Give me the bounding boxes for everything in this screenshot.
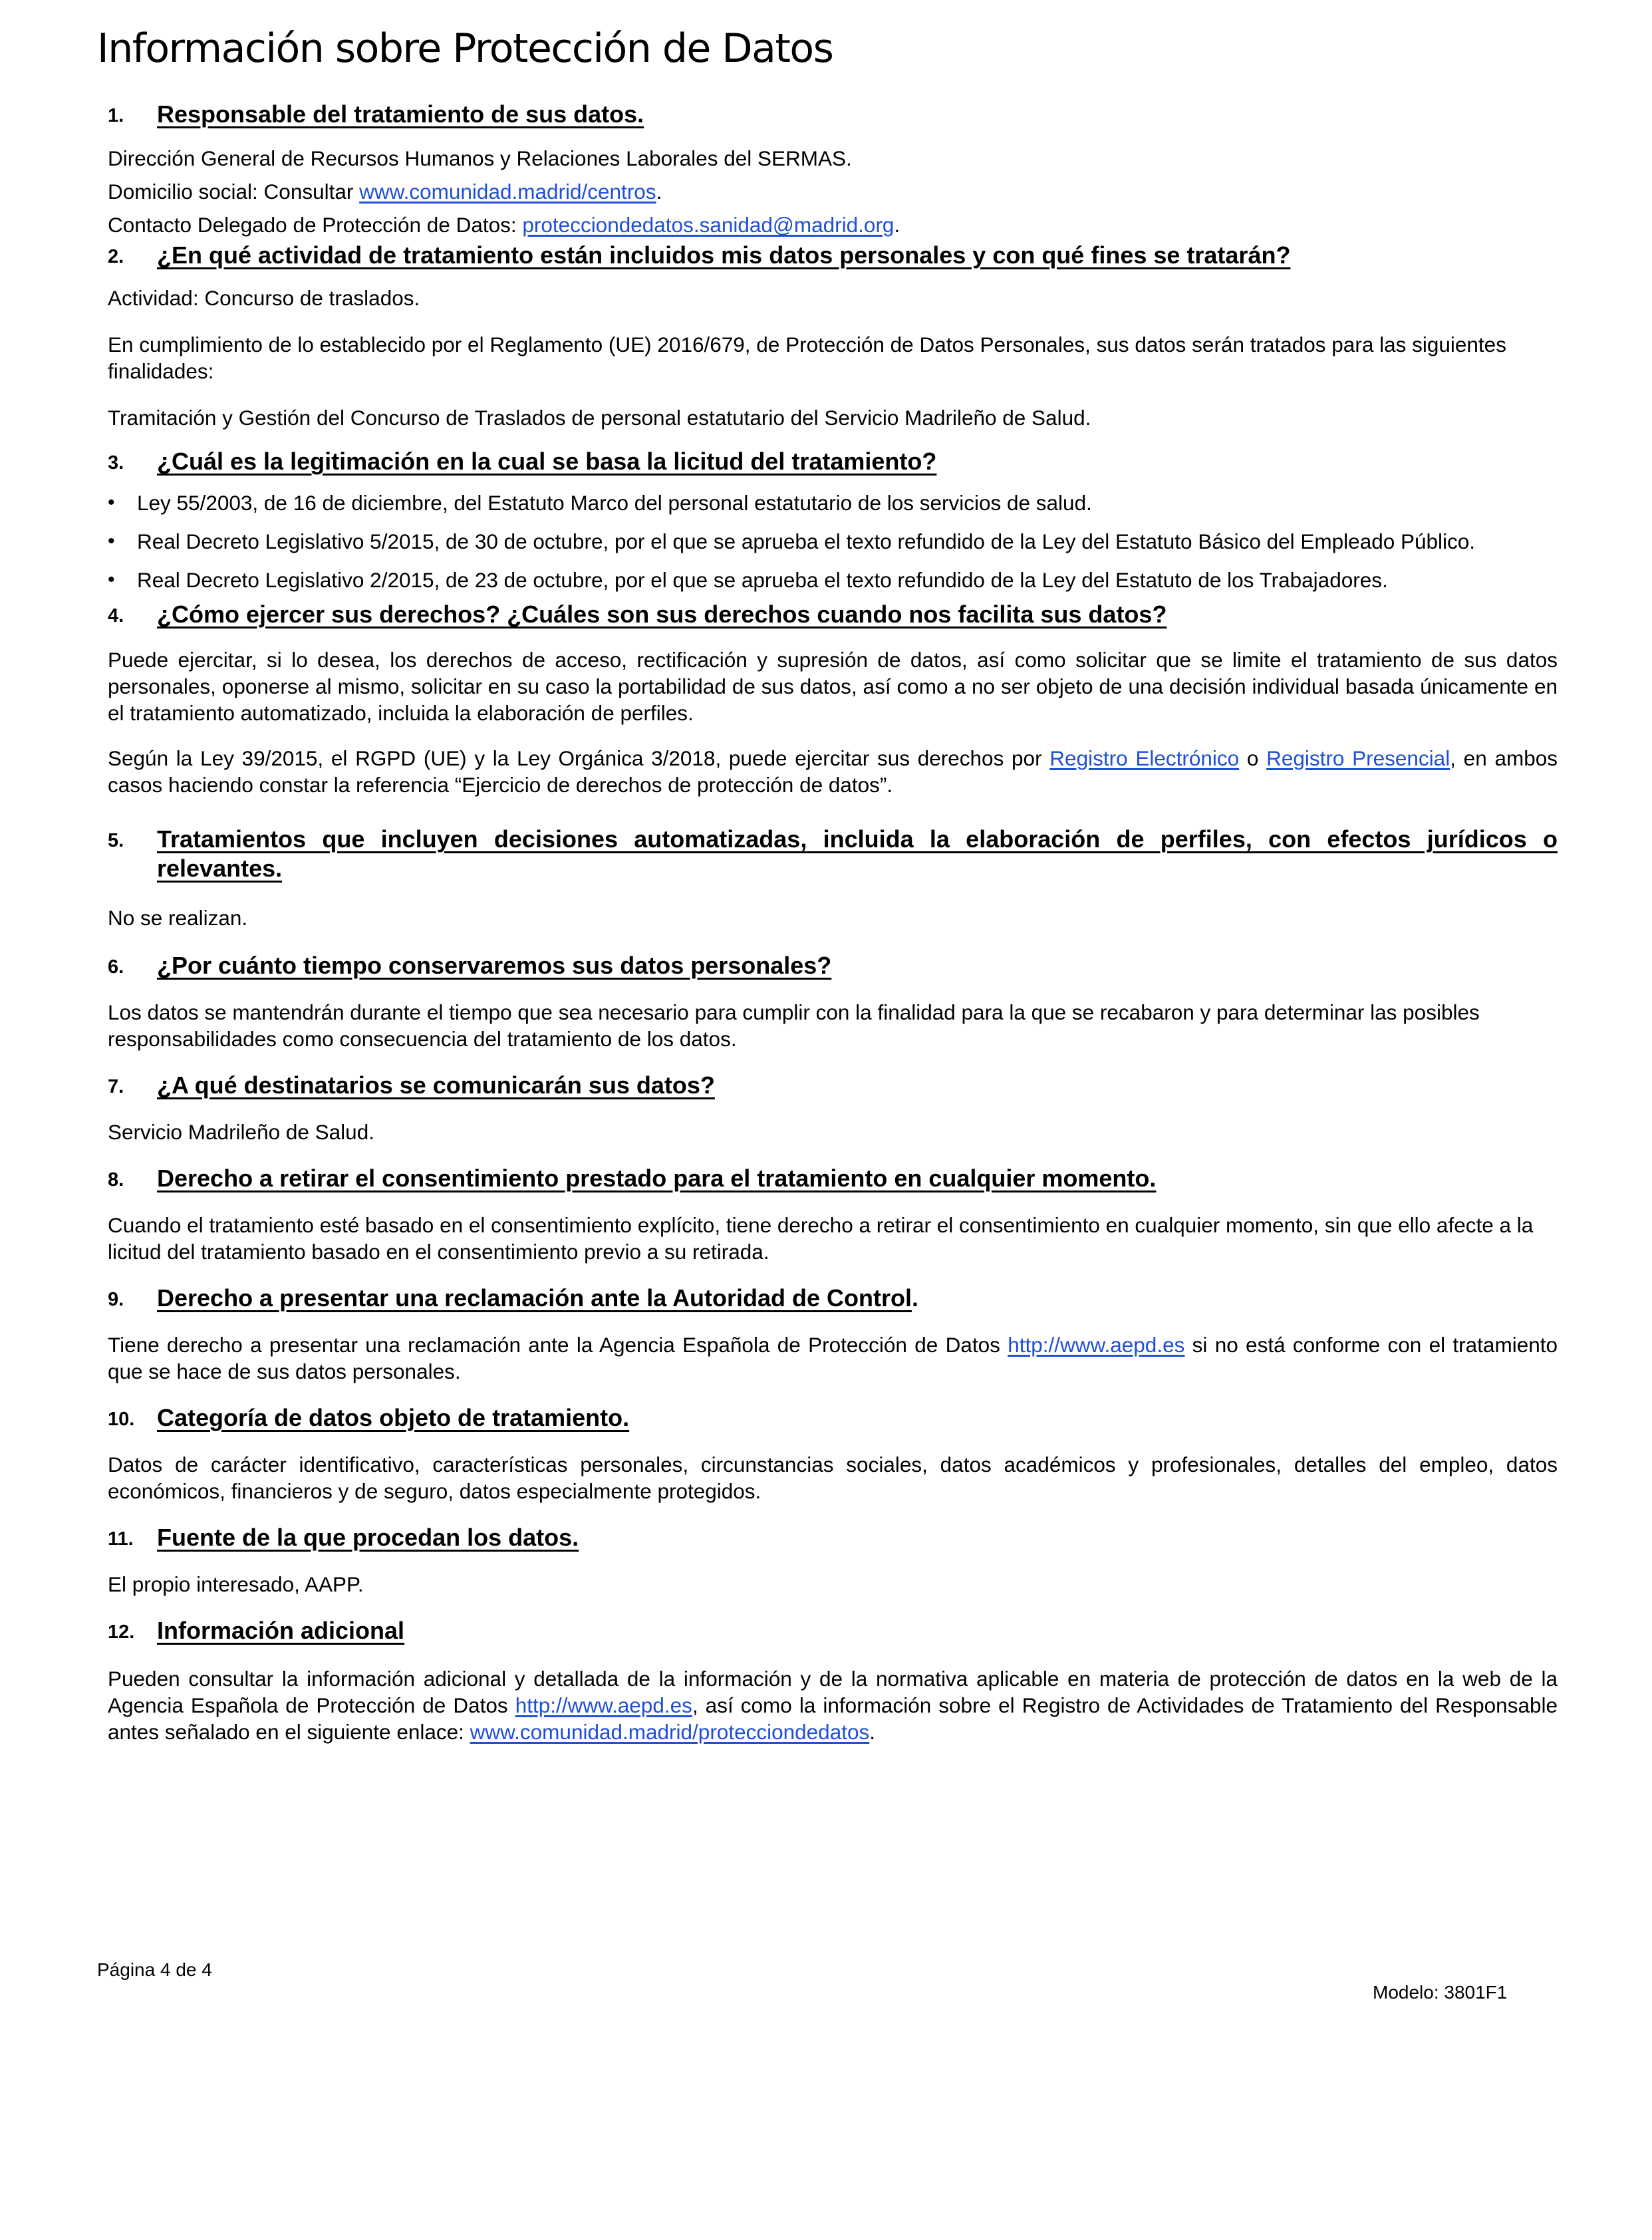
rights-exercise-text: Según la Ley 39/2015, el RGPD (UE) y la Ley Orgánica 3/2018, puede ejercitar sus derechos por Registro Electrónico o Registro Presencial, en ambos casos haciendo constar la referencia “Ejercicio de derechos de protección de datos”. [108, 746, 1558, 797]
section-2-heading [108, 241, 1558, 271]
data-source-text: El propio interesado, AAPP. [108, 1572, 364, 1596]
section-9-heading: 9. Derecho a presentar una reclamación ante la Autoridad de Control. [108, 1284, 1558, 1314]
model-code: Modelo: 3801F1 [1373, 1982, 1508, 2003]
section-title: ¿En qué actividad de tratamiento están incluidos mis datos personales y con qué fines se tratarán? [157, 241, 1291, 269]
section-title: ¿Por cuánto tiempo conservaremos sus datos personales? [157, 952, 832, 979]
section-number: 10. [108, 1409, 135, 1430]
legal-basis-list [108, 490, 1558, 593]
section-5-heading [108, 825, 1558, 883]
activity-text: Actividad: Concurso de traslados. [108, 286, 420, 310]
list-item: • Real Decreto Legislativo 2/2015, de 23 de octubre, por el que se aprueba el texto refundido de la Ley del Estatuto de los Trabajadores. [108, 568, 1388, 592]
section-title: ¿Cómo ejercer sus derechos? ¿Cuáles son sus derechos cuando nos facilita sus datos? [157, 601, 1167, 628]
bullet-icon: • [108, 569, 115, 591]
section-number: 11. [108, 1528, 134, 1550]
section-number: 6. [108, 956, 124, 978]
rights-text: Puede ejercitar, si lo desea, los derechos de acceso, rectificación y supresión de datos, así como solicitar que se limite el tratamiento de sus datos personales, oponerse al mismo, solicitar en su caso la portabilidad de sus datos, así como a no ser objeto de una decisión individual basada únicamente en el tratamiento automatizado, incluida la elaboración de perfiles. [108, 648, 1558, 725]
automated-decisions-text: No se realizan. [108, 906, 248, 930]
bullet-icon: • [108, 491, 115, 513]
purpose-text: Tramitación y Gestión del Concurso de Traslados de personal estatutario del Servicio Madrileño de Salud. [108, 406, 1091, 430]
section-title: Responsable del tratamiento de sus datos. [157, 100, 644, 128]
section-number: 7. [108, 1076, 124, 1097]
page-number: Página 4 de 4 [97, 1959, 212, 1980]
recipients-text: Servicio Madrileño de Salud. [108, 1120, 374, 1144]
section-6-heading [108, 951, 1558, 982]
section-number: 2. [108, 246, 124, 267]
registro-electronico-link[interactable]: Registro Electrónico [1049, 746, 1240, 770]
section-1-heading [108, 100, 1558, 130]
complaint-text: Tiene derecho a presentar una reclamación ante la Agencia Española de Protección de Datos http://www.aepd.es si no está conforme con el tratamiento que se hace de sus datos personales. [108, 1333, 1558, 1383]
section-4-heading [108, 600, 1558, 630]
document-body [108, 100, 1558, 1745]
bullet-icon: • [108, 530, 115, 552]
section-title: Categoría de datos objeto de tratamiento. [157, 1404, 630, 1431]
registered-address: Domicilio social: Consultar www.comunidad.madrid/centros. [108, 180, 662, 204]
section-7-heading [108, 1071, 1558, 1101]
list-item: • Real Decreto Legislativo 5/2015, de 30 de octubre, por el que se aprueba el texto refundido de la Ley del Estatuto Básico del Empleado Público. [108, 529, 1476, 553]
aepd-link[interactable]: http://www.aepd.es [1008, 1333, 1185, 1357]
section-number: 9. [108, 1289, 124, 1310]
consent-withdrawal-text: Cuando el tratamiento esté basado en el consentimiento explícito, tiene derecho a retirar el consentimiento en cualquier momento, sin que ello afecte a la licitud del tratamiento basado en el consentimiento previo a su retirada. [108, 1213, 1534, 1264]
section-title: Derecho a retirar el consentimiento prestado para el tratamiento en cualquier momento. [157, 1165, 1157, 1192]
section-8-heading [108, 1164, 1558, 1194]
section-number: 12. [108, 1621, 135, 1643]
section-11-heading [108, 1523, 1558, 1554]
section-10-heading [108, 1403, 1558, 1434]
aepd-link[interactable]: http://www.aepd.es [515, 1693, 692, 1717]
list-item: • Ley 55/2003, de 16 de diciembre, del Estatuto Marco del personal estatutario de los servicios de salud. [108, 491, 1092, 515]
dpo-contact: Contacto Delegado de Protección de Datos: protecciondedatos.sanidad@madrid.org. [108, 213, 900, 237]
retention-text: Los datos se mantendrán durante el tiempo que sea necesario para cumplir con la finalidad para la que se recabaron y para determinar las posibles responsabilidades como consecuencia del tratamiento de los datos. [108, 1000, 1480, 1051]
responsible-entity: Dirección General de Recursos Humanos y Relaciones Laborales del SERMAS. [108, 146, 852, 170]
section-number: 4. [108, 605, 124, 627]
section-3-heading [108, 447, 1558, 478]
section-number: 5. [108, 830, 124, 851]
dpo-email-link[interactable]: protecciondedatos.sanidad@madrid.org [522, 213, 895, 237]
section-number: 3. [108, 452, 124, 474]
section-title: Derecho a presentar una reclamación ante la Autoridad de Control [157, 1284, 912, 1312]
section-12-heading [108, 1616, 1558, 1647]
proteccion-datos-link[interactable]: www.comunidad.madrid/protecciondedatos [470, 1720, 870, 1744]
section-title: Información adicional [157, 1617, 405, 1644]
registro-presencial-link[interactable]: Registro Presencial [1266, 746, 1450, 770]
section-title: Tratamientos que incluyen decisiones automatizadas, incluida la elaboración de perfiles, con efectos jurídicos o relevantes. [157, 825, 1558, 882]
section-number: 8. [108, 1169, 124, 1190]
section-title: ¿Cuál es la legitimación en la cual se basa la licitud del tratamiento? [157, 448, 937, 475]
page-title: Información sobre Protección de Datos [97, 25, 833, 72]
section-title: ¿A qué destinatarios se comunicarán sus datos? [157, 1071, 715, 1099]
centros-link[interactable]: www.comunidad.madrid/centros [359, 180, 656, 204]
data-categories-text: Datos de carácter identificativo, características personales, circunstancias sociales, datos académicos y profesionales, detalles del empleo, datos económicos, financieros y de seguro, datos especialmente protegidos. [108, 1453, 1558, 1503]
section-title: Fuente de la que procedan los datos. [157, 1524, 579, 1551]
section-number: 1. [108, 105, 124, 126]
purpose-intro: En cumplimiento de lo establecido por el Reglamento (UE) 2016/679, de Protección de Datos Personales, sus datos serán tratados para las siguientes finalidades: [108, 333, 1506, 383]
additional-info-text: Pueden consultar la información adicional y detallada de la información y de la normativa aplicable en materia de protección de datos en la web de la Agencia Española de Protección de Datos http://www.aepd.es, así como la información sobre el Registro de Actividades de Tratamiento del Responsable antes señalado en el siguiente enlace: www.comunidad.madrid/protecciondedatos. [108, 1667, 1558, 1744]
